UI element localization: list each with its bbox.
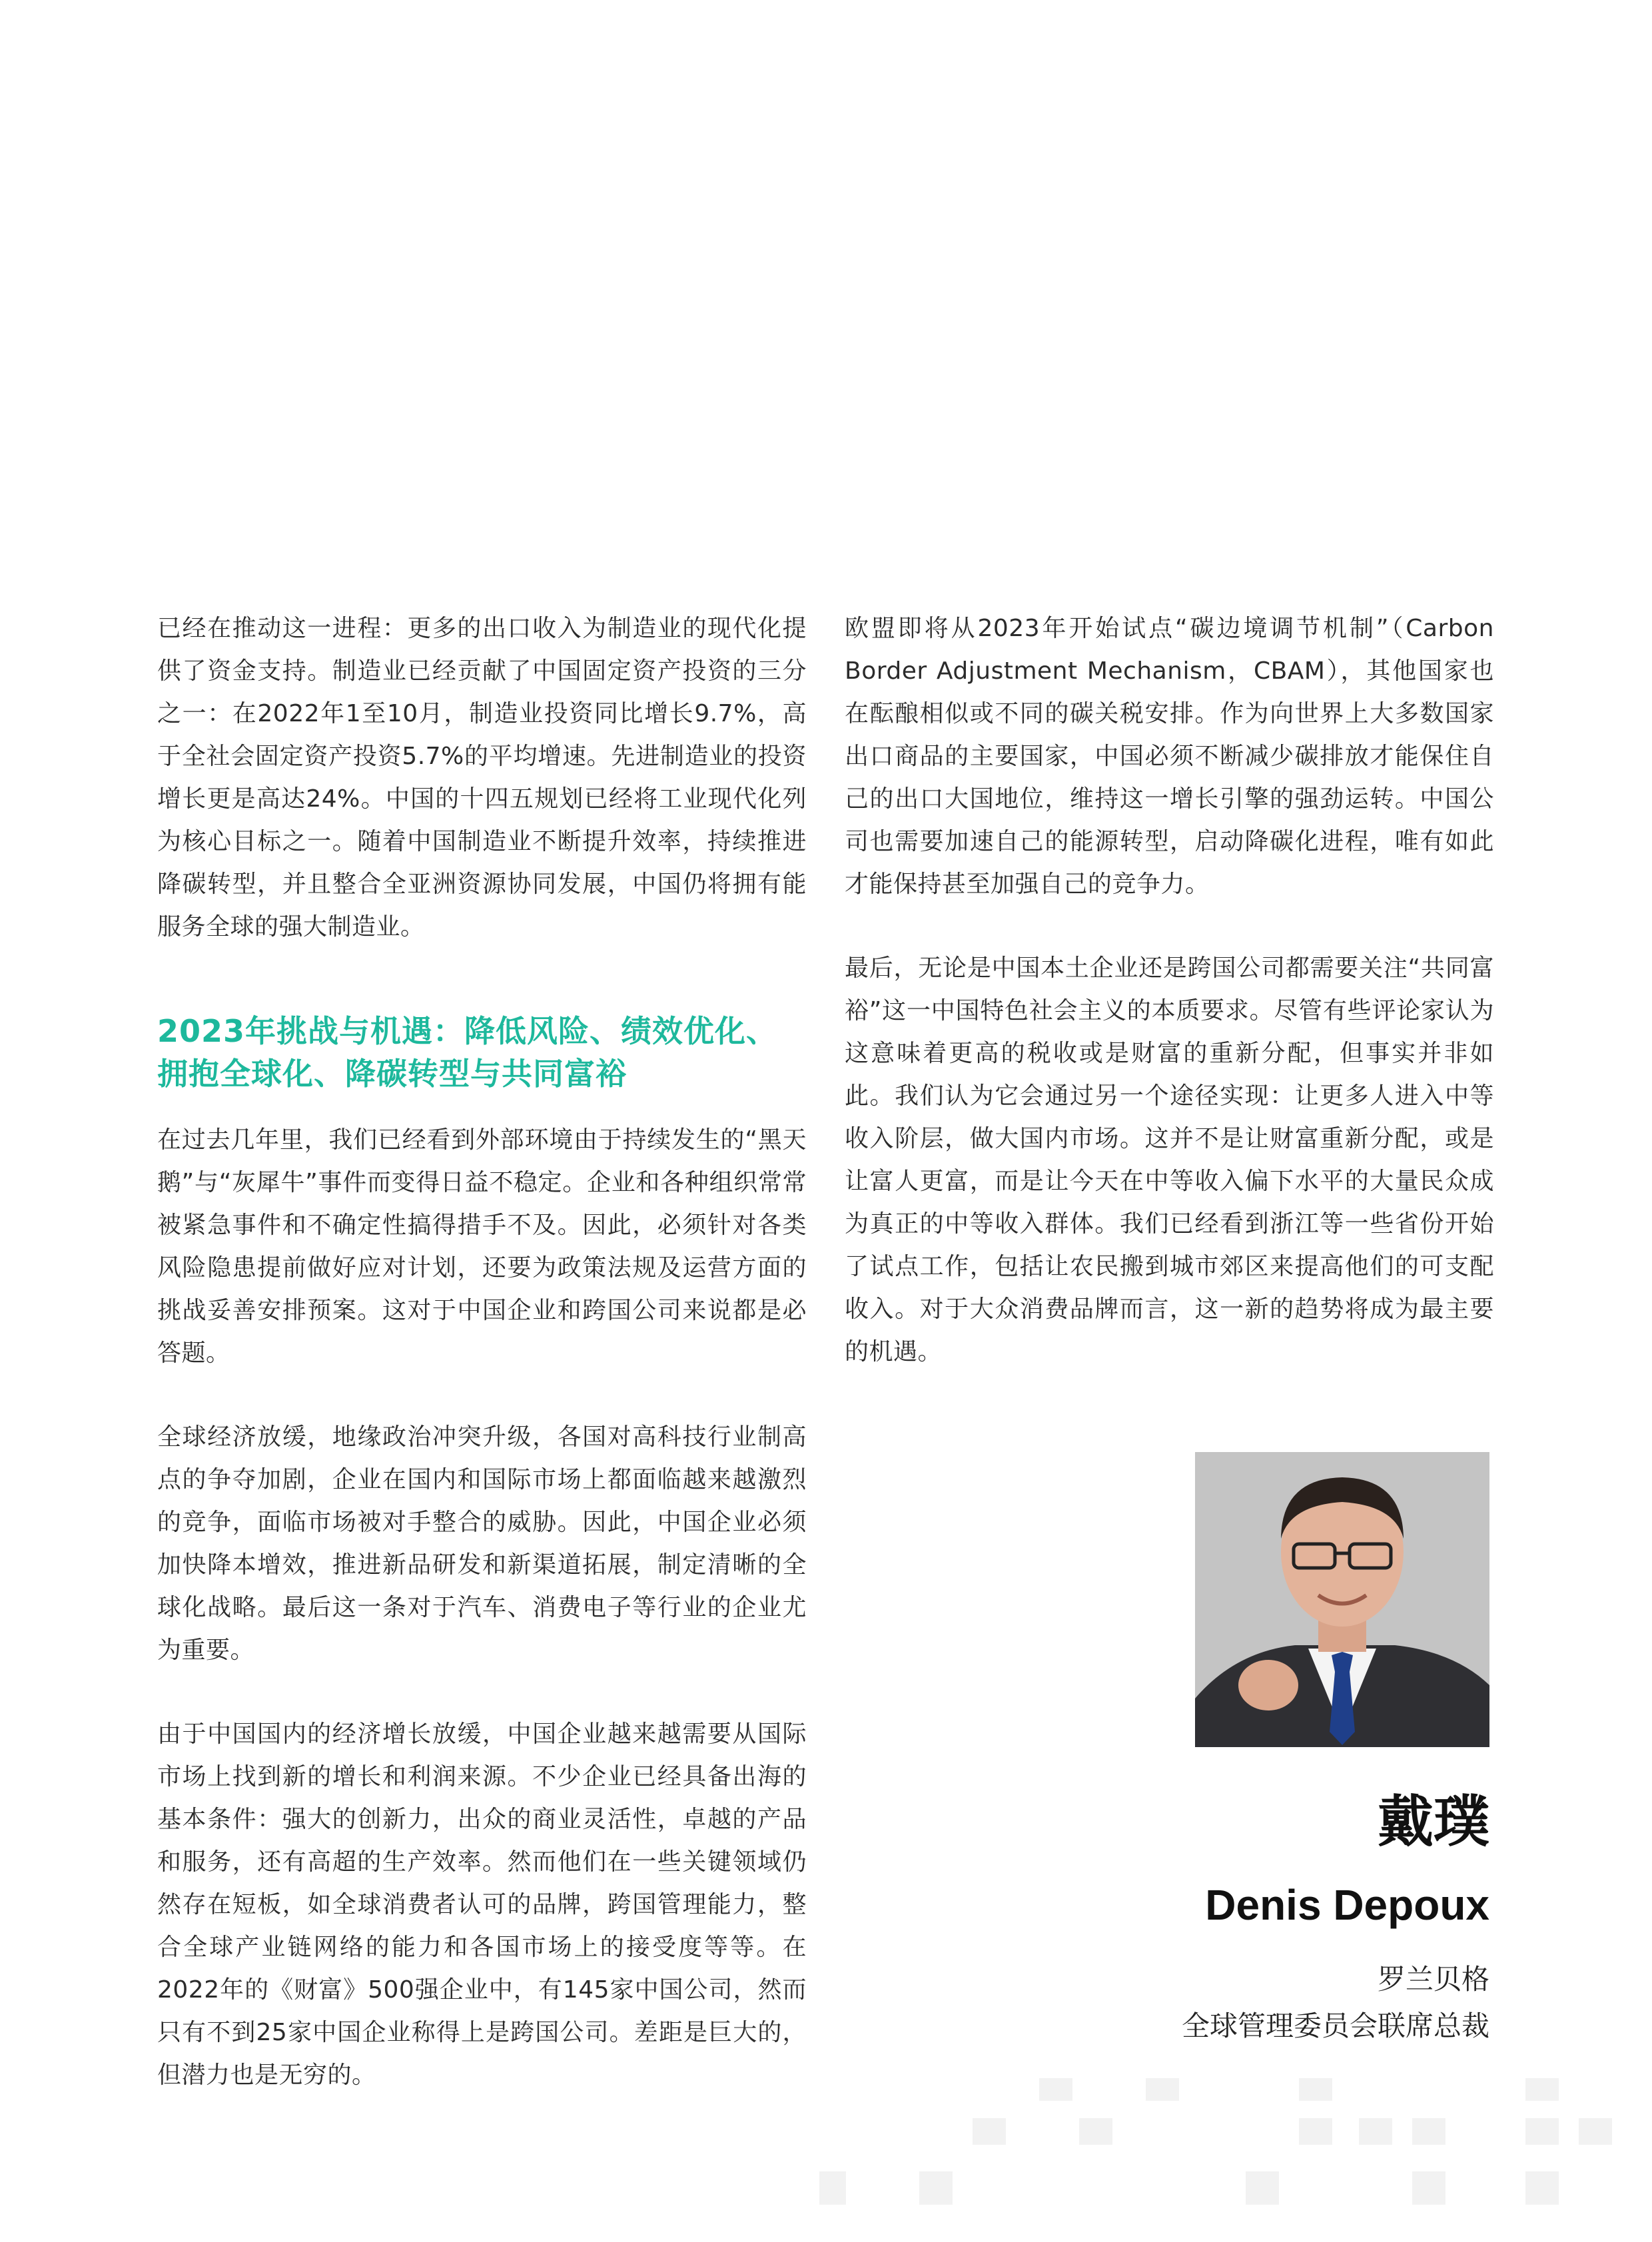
right-paragraph-2: 最后，无论是中国本土企业还是跨国公司都需要关注“共同富裕”这一中国特色社会主义的本质要求。尽管有些评论家认为这意味着更高的税收或是财富的重新分配，但事实并非如此。我们认为它会通过另一个途径实现：让更多人进入中等收入阶层，做大国内市场。这并不是让财富重新分配，或是让富人更富，而是让今天在中等收入偏下水平的大量民众成为真正的中等收入群体。我们已经看到浙江等一些省份开始了试点工作，包括让农民搬到城市郊区来提高他们的可支配收入。对于大众消费品牌而言，这一新的趋势将成为最主要的机遇。 — [845, 954, 1494, 1365]
right-paragraph-1: 欧盟即将从2023年开始试点“碳边境调节机制”（Carbon Border Adjustment Mechanism，CBAM），其他国家也在酝酿相似或不同的碳关税安排。作为向世界上大多数国家出口商品的主要国家，中国必须不断减少碳排放才能保住自己的出口大国地位，维持这一增长引擎的强劲运转。中国公司也需要加速自己的能源转型，启动降碳化进程，唯有如此才能保持甚至加强自己的竞争力。 — [845, 615, 1494, 898]
author-name-english: Denis Depoux — [1205, 1881, 1489, 1929]
author-portrait-illustration — [1195, 1452, 1489, 1747]
section-heading-line-1: 2023年挑战与机遇：降低风险、绩效优化、 — [157, 1013, 778, 1049]
section-heading-line-2: 拥抱全球化、降碳转型与共同富裕 — [157, 1056, 627, 1092]
left-paragraph-2: 在过去几年里，我们已经看到外部环境由于持续发生的“黑天鹅”与“灰犀牛”事件而变得日益不稳定。企业和各种组织常常被紧急事件和不确定性搞得措手不及。因此，必须针对各类风险隐患提前做好应对计划，还要为政策法规及运营方面的挑战妥善安排预案。这对于中国企业和跨国公司来说都是必答题。 — [157, 1126, 807, 1367]
author-name-chinese: 戴璞 — [1377, 1789, 1489, 1854]
author-title: 全球管理委员会联席总裁 — [1181, 2010, 1489, 2042]
section-heading — [157, 1010, 807, 1095]
right-column — [845, 607, 1494, 1415]
left-column — [157, 607, 807, 2138]
left-paragraph-3: 全球经济放缓，地缘政治冲突升级，各国对高科技行业制高点的争夺加剧，企业在国内和国际市场上都面临越来越激烈的竞争，面临市场被对手整合的威胁。因此，中国企业必须加快降本增效，推进新品研发和新渠道拓展，制定清晰的全球化战略。最后这一条对于汽车、消费电子等行业的企业尤为重要。 — [157, 1423, 807, 1664]
left-paragraph-4: 由于中国国内的经济增长放缓，中国企业越来越需要从国际市场上找到新的增长和利润来源。不少企业已经具备出海的基本条件：强大的创新力，出众的商业灵活性，卓越的产品和服务，还有高超的生产效率。然而他们在一些关键领域仍然存在短板，如全球消费者认可的品牌，跨国管理能力，整合全球产业链网络的能力和各国市场上的接受度等等。在2022年的《财富》500强企业中，有145家中国公司，然而只有不到25家中国企业称得上是跨国公司。差距是巨大的，但潜力也是无穷的。 — [157, 1720, 807, 2089]
left-paragraph-1: 已经在推动这一进程：更多的出口收入为制造业的现代化提供了资金支持。制造业已经贡献了中国固定资产投资的三分之一：在2022年1至10月，制造业投资同比增长9.7%，高于全社会固定资产投资5.7%的平均增速。先进制造业的投资增长更是高达24%。中国的十四五规划已经将工业现代化列为核心目标之一。随着中国制造业不断提升效率，持续推进降碳转型，并且整合全亚洲资源协同发展，中国仍将拥有能服务全球的强大制造业。 — [157, 615, 807, 940]
author-portrait — [1195, 1452, 1489, 1747]
author-organization: 罗兰贝格 — [1377, 1963, 1489, 1996]
